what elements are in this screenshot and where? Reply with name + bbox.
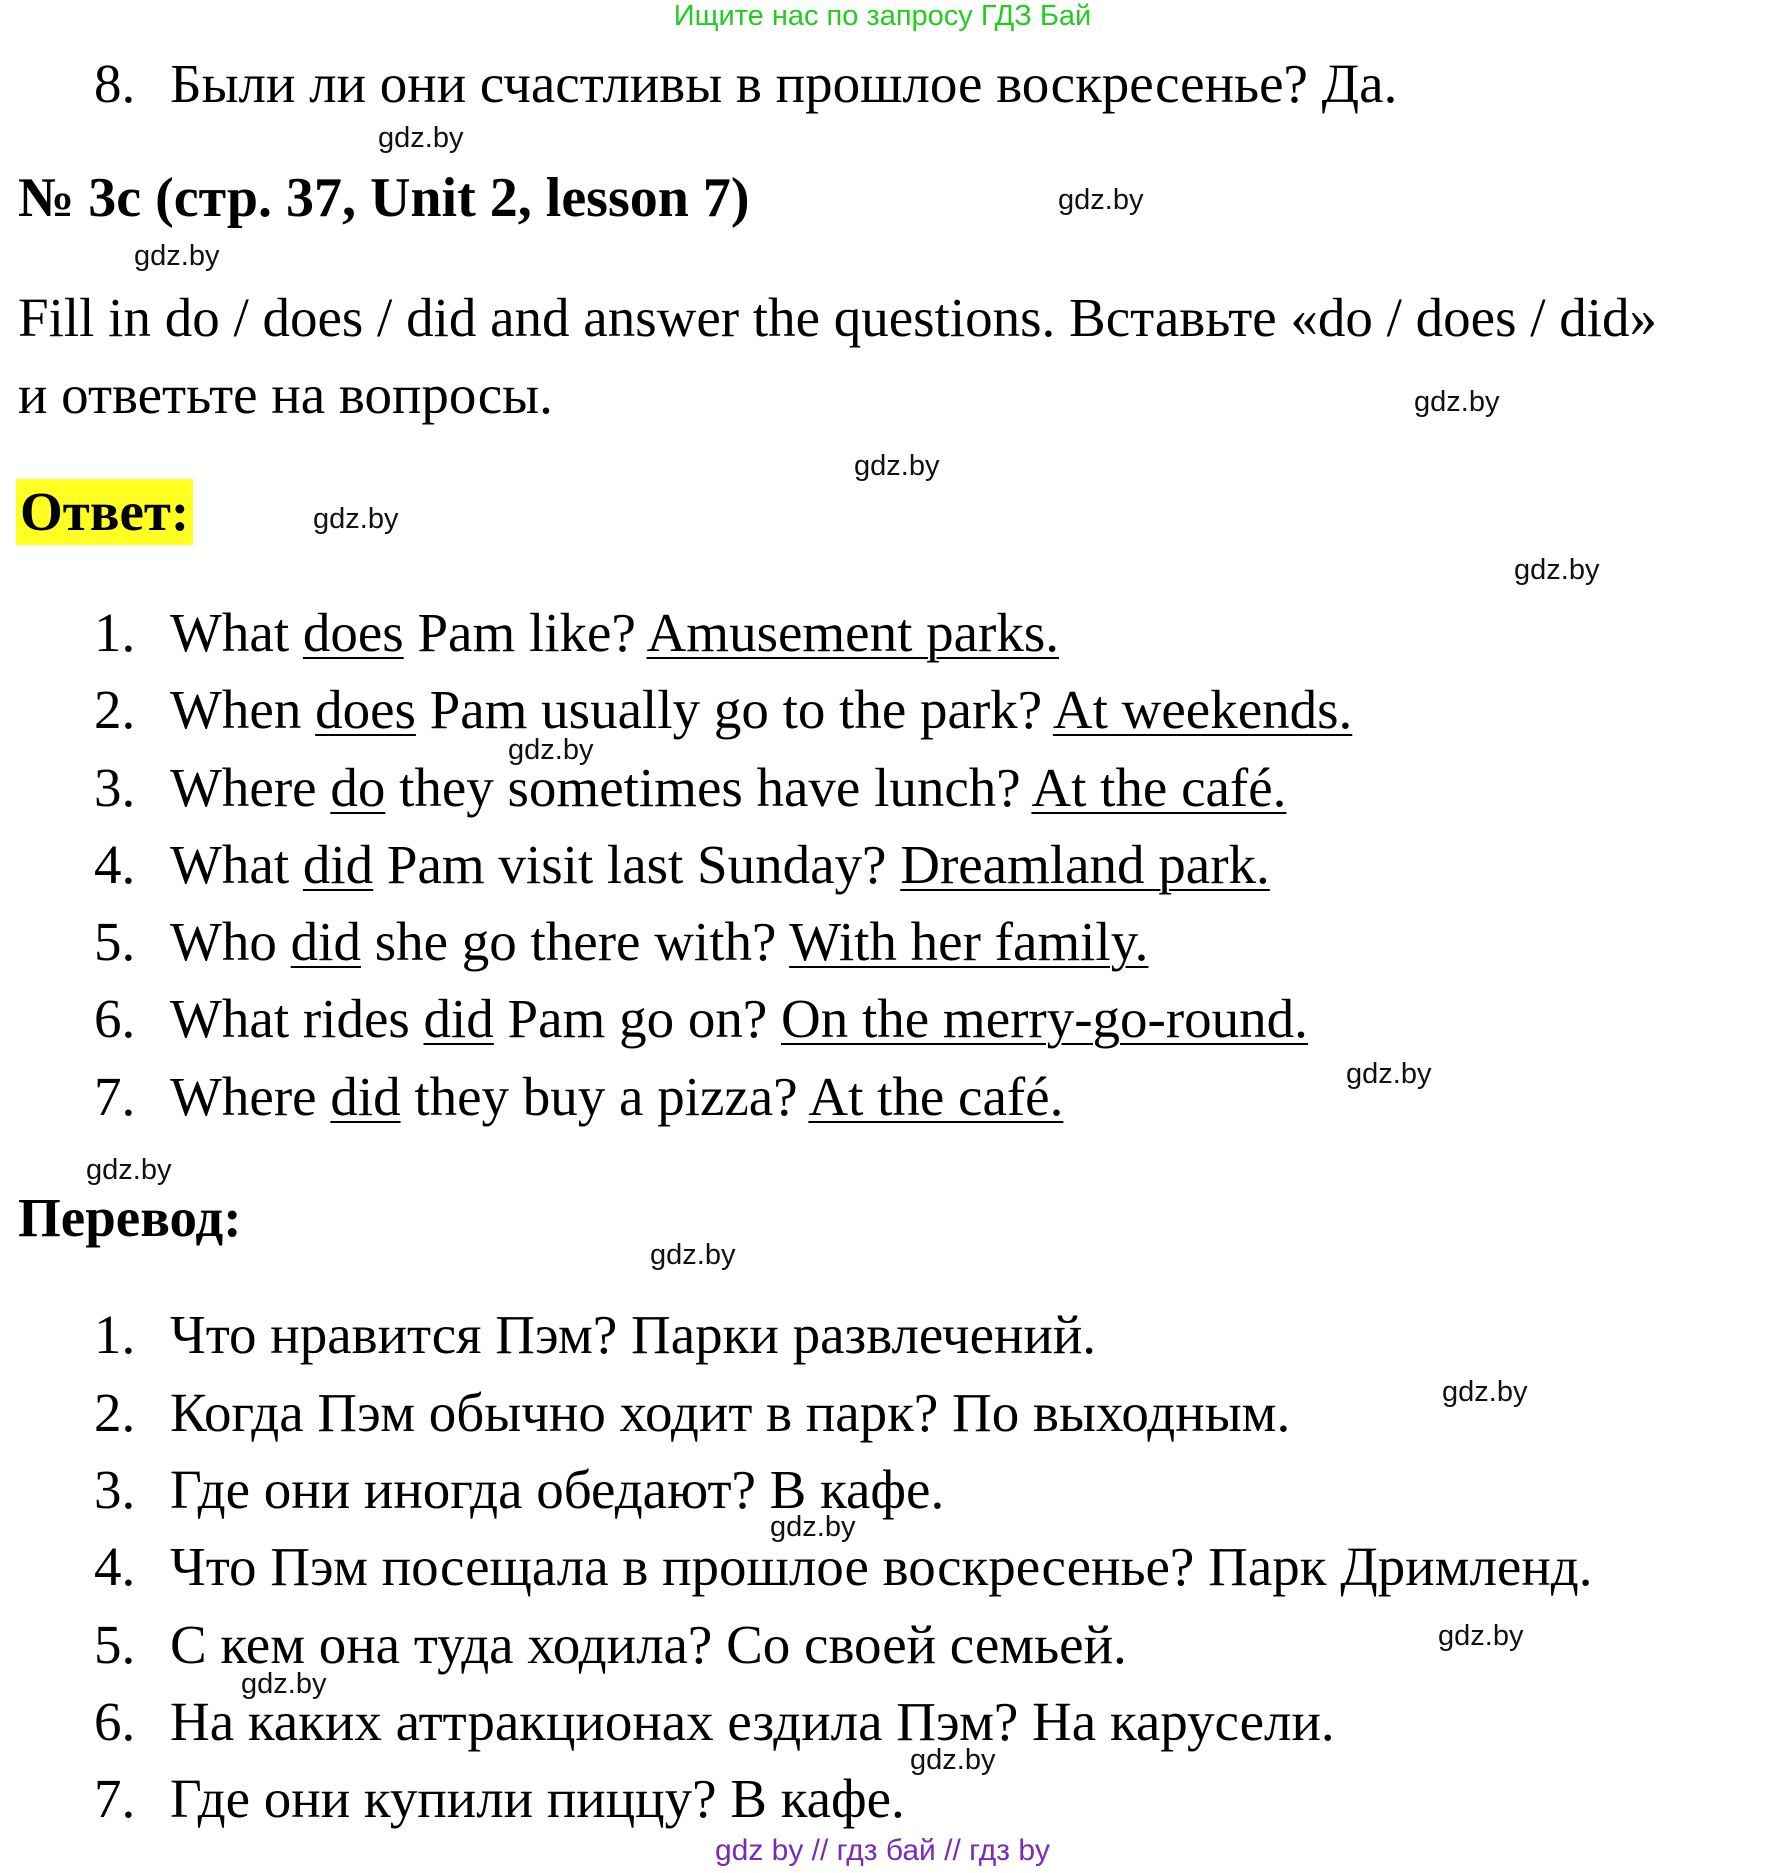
item-number: 8.: [94, 53, 136, 114]
translation-item: [0, 1768, 1765, 1831]
item-number: 7.: [94, 1066, 136, 1127]
item-text: [170, 911, 1149, 972]
item-number: 6.: [94, 1691, 136, 1752]
watermark: gdz.by: [1438, 1620, 1524, 1652]
item-number: 2.: [94, 679, 136, 740]
item-number: 5.: [94, 911, 136, 972]
answer-item: [0, 757, 1765, 820]
bottom-banner[interactable]: gdz by // гдз бай // гдз by: [714, 1834, 1051, 1867]
watermark: gdz.by: [1058, 184, 1144, 216]
item-number: 3.: [94, 757, 136, 818]
watermark: gdz.by: [854, 450, 940, 482]
watermark: gdz.by: [313, 503, 399, 535]
question-start: What: [170, 602, 303, 663]
answer-text: Amusement parks.: [646, 602, 1059, 663]
question-end: Pam like?: [403, 602, 647, 663]
item-number: 7.: [94, 1768, 136, 1829]
item-number: 6.: [94, 988, 136, 1049]
answer-item: [0, 679, 1765, 742]
question-end: they sometimes have lunch?: [385, 757, 1032, 818]
watermark: gdz.by: [1414, 386, 1500, 418]
question-end: they buy a pizza?: [400, 1066, 809, 1127]
translation-item: [0, 1459, 1765, 1522]
item-number: 1.: [94, 1304, 136, 1365]
item-text: Где они купили пиццу? В кафе.: [170, 1768, 905, 1829]
auxiliary-verb: does: [302, 602, 404, 663]
question-start: Who: [170, 911, 291, 972]
item-number: 1.: [94, 602, 136, 663]
answer-text: With her family.: [789, 911, 1149, 972]
question-end: Pam usually go to the park?: [415, 679, 1053, 740]
item-text: На каких аттракционах ездила Пэм? На карусели.: [170, 1691, 1335, 1752]
auxiliary-verb: did: [423, 988, 494, 1049]
question-end: Pam visit last Sunday?: [373, 834, 901, 895]
answer-label: Ответ:: [16, 479, 193, 545]
question-start: When: [170, 679, 316, 740]
auxiliary-verb: did: [302, 834, 374, 895]
item-text: Что Пэм посещала в прошлое воскресенье? Парк Дримленд.: [170, 1536, 1593, 1597]
instruction-line-2: и ответьте на вопросы.: [18, 364, 553, 425]
task-title: № 3c (стр. 37, Unit 2, lesson 7): [18, 167, 750, 229]
item-number: 5.: [94, 1614, 136, 1675]
auxiliary-verb: did: [330, 1066, 401, 1127]
watermark: gdz.by: [1514, 554, 1600, 586]
watermark: gdz.by: [241, 1668, 327, 1700]
translation-item: [0, 1691, 1765, 1754]
instruction-line-1: Fill in do / does / did and answer the questions. Вставьте «do / does / did»: [18, 287, 1658, 348]
watermark: gdz.by: [770, 1511, 856, 1543]
answer-item: [0, 911, 1765, 974]
question-start: What rides: [170, 988, 424, 1049]
answer-item: [0, 834, 1765, 897]
item-text: Когда Пэм обычно ходит в парк? По выходным.: [170, 1382, 1291, 1443]
watermark: gdz.by: [86, 1154, 172, 1186]
answer-item: [0, 602, 1765, 665]
item-text: [170, 988, 1308, 1049]
item-text: [170, 1066, 1064, 1127]
auxiliary-verb: do: [330, 757, 386, 818]
item-number: 4.: [94, 834, 136, 895]
answer-text: At the café.: [808, 1066, 1064, 1127]
auxiliary-verb: did: [290, 911, 361, 972]
item-text: [170, 834, 1270, 895]
item-text: [170, 757, 1287, 818]
answer-item: [0, 988, 1765, 1051]
watermark: gdz.by: [1346, 1058, 1432, 1090]
auxiliary-verb: does: [315, 679, 416, 740]
translation-item: [0, 1304, 1765, 1367]
item-text: [170, 602, 1059, 663]
previous-item: [0, 53, 1765, 114]
question-end: Pam go on?: [493, 988, 781, 1049]
watermark: gdz.by: [1442, 1376, 1528, 1408]
translation-label: Перевод:: [18, 1187, 242, 1248]
translation-item: [0, 1536, 1765, 1599]
watermark: gdz.by: [134, 240, 220, 272]
top-banner[interactable]: Ищите нас по запросу ГДЗ Бай: [673, 0, 1092, 32]
item-number: 3.: [94, 1459, 136, 1520]
answer-text: At weekends.: [1052, 679, 1353, 740]
item-text: Где они иногда обедают? В кафе.: [170, 1459, 945, 1520]
item-text: С кем она туда ходила? Со своей семьей.: [170, 1614, 1127, 1675]
watermark: gdz.by: [508, 734, 594, 766]
item-number: 2.: [94, 1382, 136, 1443]
answer-text: Dreamland park.: [900, 834, 1270, 895]
question-end: she go there with?: [360, 911, 790, 972]
watermark: gdz.by: [910, 1744, 996, 1776]
item-number: 4.: [94, 1536, 136, 1597]
question-start: Where: [170, 1066, 331, 1127]
answer-text: At the café.: [1031, 757, 1287, 818]
watermark: gdz.by: [378, 122, 464, 154]
watermark: gdz.by: [650, 1239, 736, 1271]
item-text: Что нравится Пэм? Парки развлечений.: [170, 1304, 1097, 1365]
question-start: What: [170, 834, 303, 895]
item-text: Были ли они счастливы в прошлое воскресенье? Да.: [170, 53, 1398, 114]
question-start: Where: [170, 757, 331, 818]
item-text: [170, 679, 1353, 740]
answer-item: [0, 1066, 1765, 1129]
answer-text: On the merry-go-round.: [781, 988, 1308, 1049]
